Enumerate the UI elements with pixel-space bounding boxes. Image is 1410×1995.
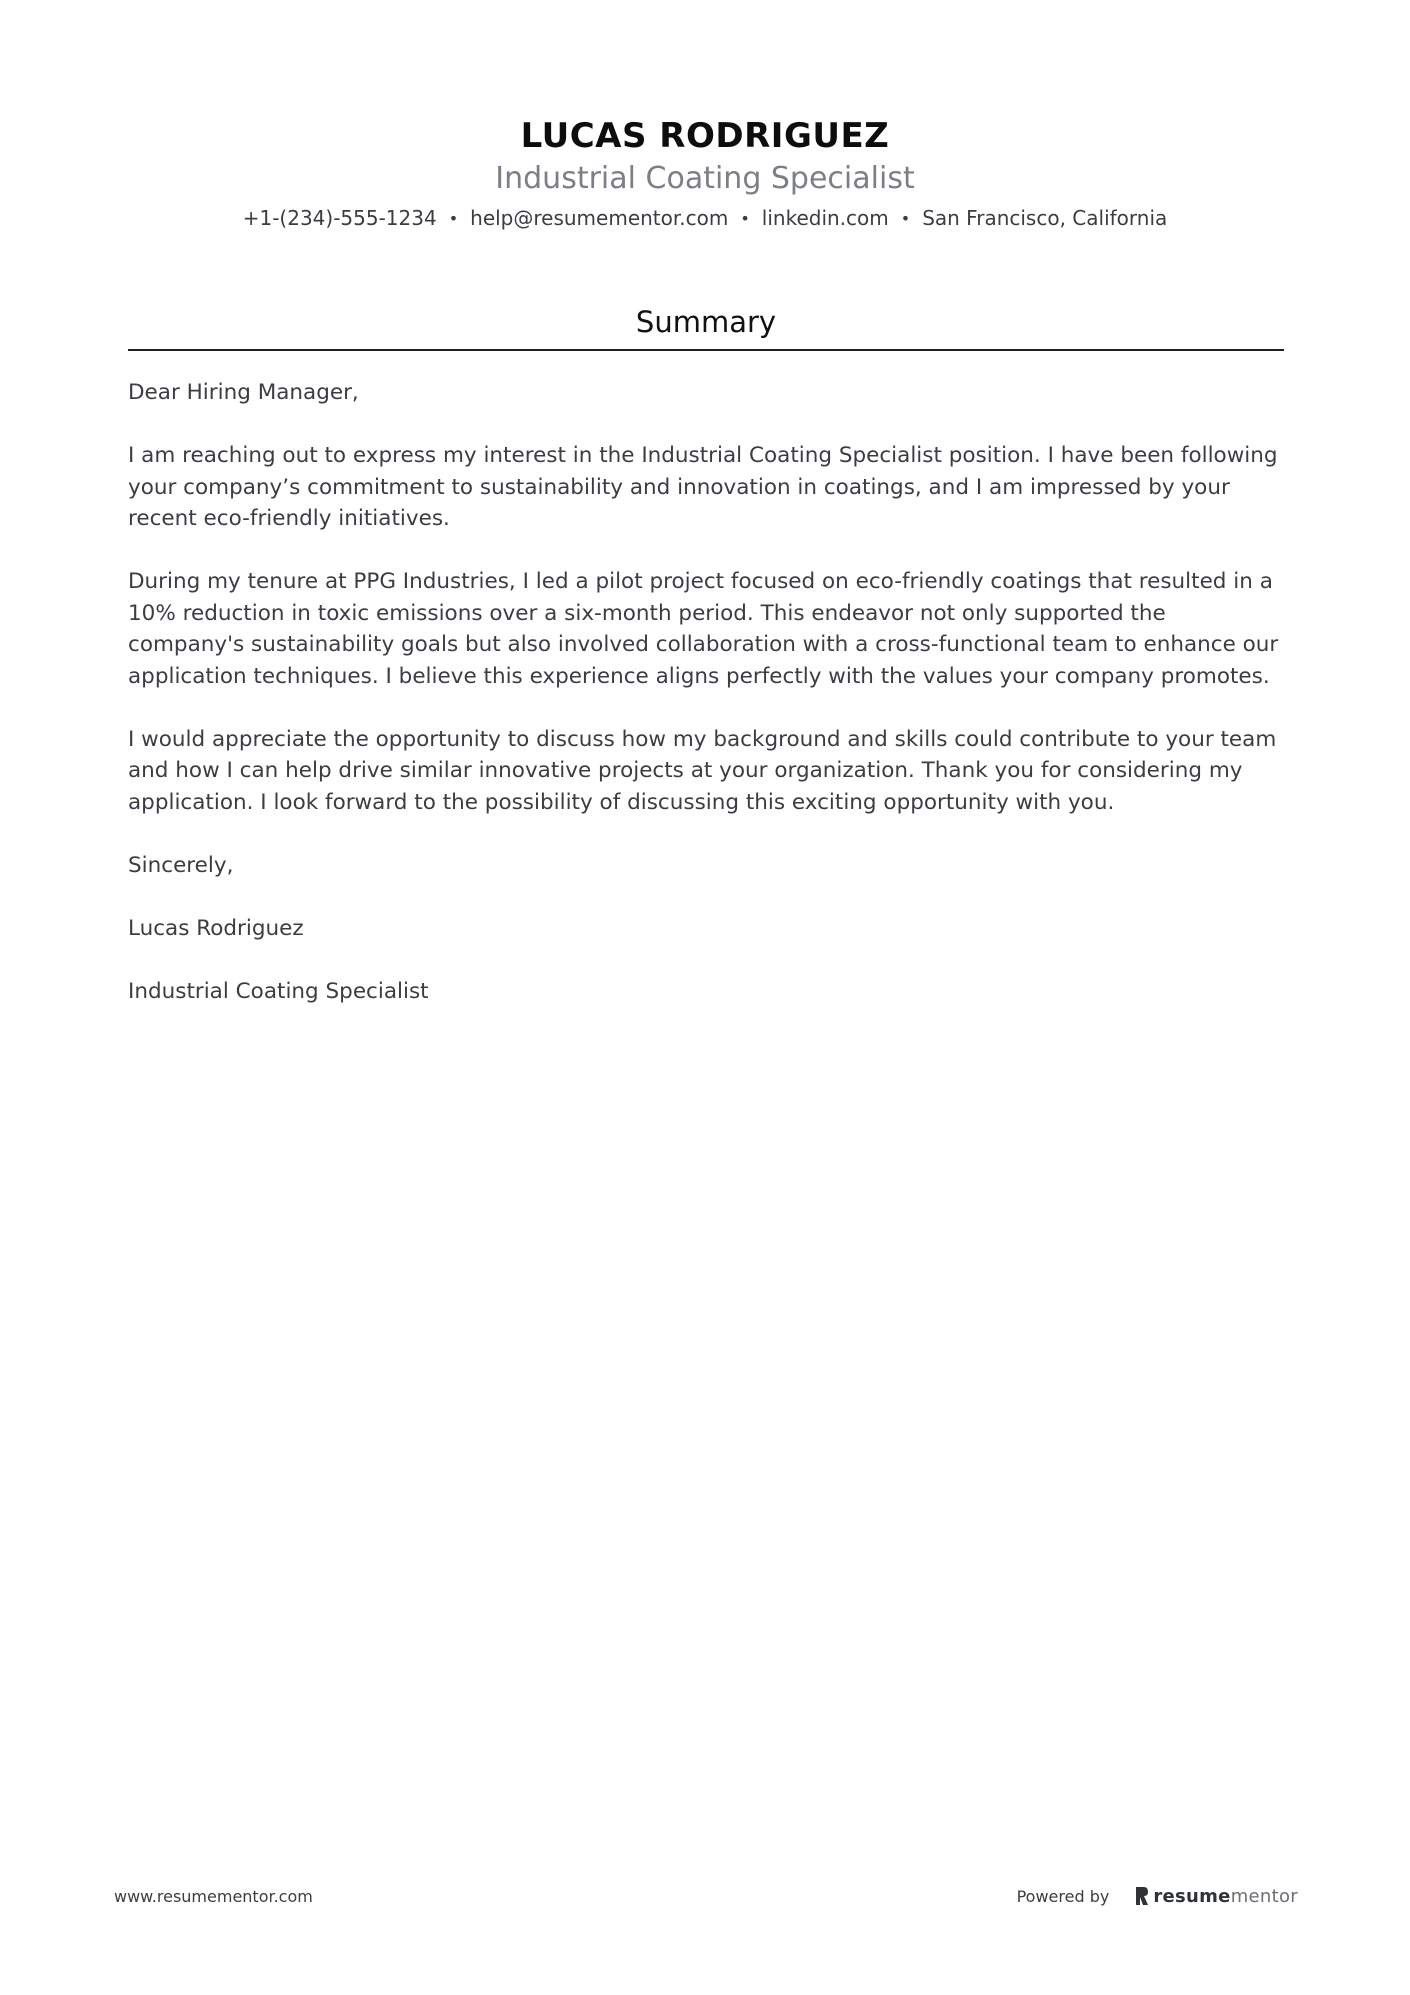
contact-location: San Francisco, California [922,206,1168,230]
letter-paragraph: I would appreciate the opportunity to discuss how my background and skills could contribute to your team and how I can help drive similar innovative projects at your organization. Thank you for considering my application. I look forward to the possibility of discussing this exciting opportunity with you. [128,726,1277,815]
candidate-name: LUCAS RODRIGUEZ [520,116,890,156]
contact-phone: +1-(234)-555-1234 [242,206,437,230]
brand-name-light: mentor [1230,1885,1298,1907]
brand-name-bold: resume [1153,1885,1231,1907]
footer-website: www.resumementor.com [114,1887,313,1906]
section-title: Summary [635,305,777,339]
letter-paragraph: I am reaching out to express my interest in the Industrial Coating Specialist position. I have been following your company’s commitment to sustainability and innovation in coatings, and I am impressed by your recent eco-friendly initiatives. [128,443,1278,531]
contact-line [0,202,1410,235]
letter-closing: Sincerely, [128,852,234,878]
contact-email: help@resumementor.com [470,206,729,230]
contact-separator: • [448,209,459,228]
signature-title: Industrial Coating Specialist [128,978,429,1004]
header [0,112,1410,235]
footer-branding [1017,1882,1298,1910]
candidate-title: Industrial Coating Specialist [495,161,915,196]
letter-paragraph: During my tenure at PPG Industries, I led a pilot project focused on eco-friendly coatings that resulted in a 10% reduction in toxic emissions over a six-month period. This endeavor not only supported the company's sustainability goals but also involved collaboration with a cross-functional team to enhance our application techniques. I believe this experience aligns perfectly with the values your company promotes. [128,569,1279,689]
contact-separator: • [900,209,911,228]
signature-name: Lucas Rodriguez [128,915,304,941]
letter-salutation: Dear Hiring Manager, [128,380,359,405]
contact-separator: • [740,209,750,228]
powered-by-label: Powered by [1016,1886,1110,1906]
section-divider [128,349,1284,351]
letter-body [128,377,1284,1039]
brand-logo [1135,1886,1298,1907]
contact-website: linkedin.com [761,206,889,230]
resumementor-logo-icon [1135,1886,1149,1906]
